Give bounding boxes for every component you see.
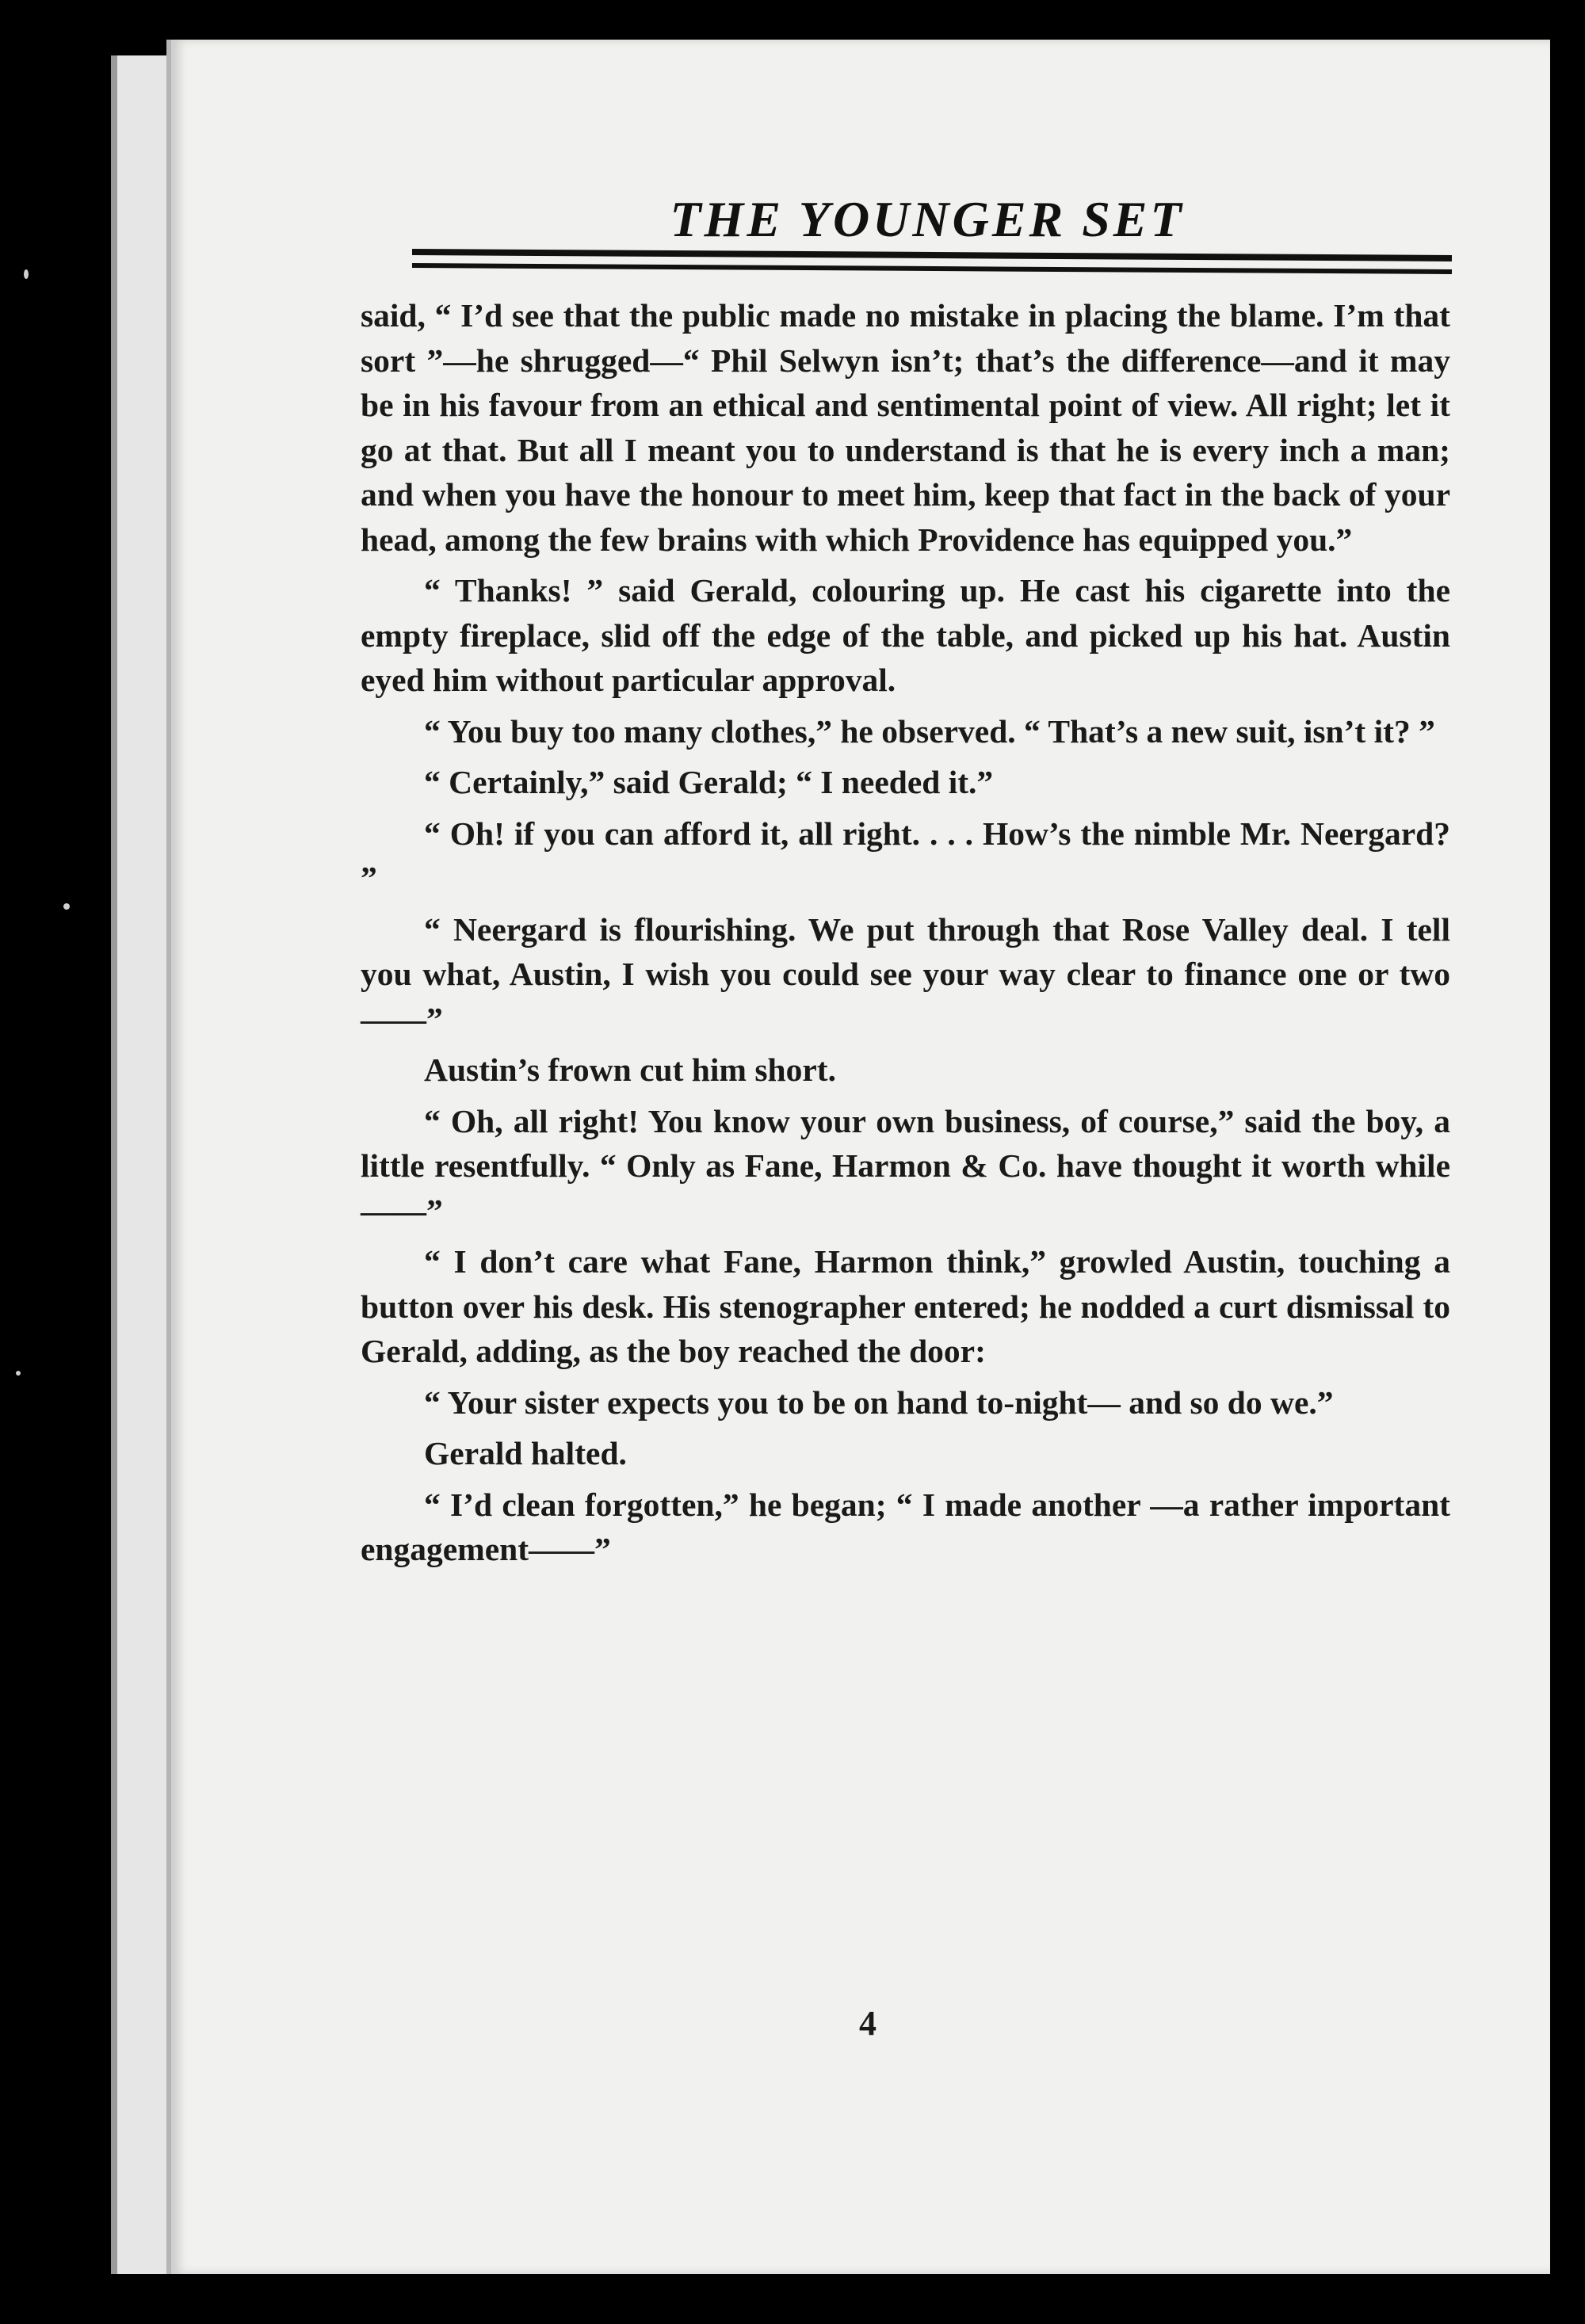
scan-speck: [16, 1371, 21, 1376]
scan-speck: [63, 903, 70, 910]
paragraph: Gerald halted.: [424, 1435, 627, 1471]
paragraph: “ Oh! if you can afford it, all right. . . . How’s the nimble Mr. Neergard? ”: [361, 815, 1450, 896]
scan-speck: [24, 269, 29, 279]
paragraph: “ You buy too many clothes,” he observed. “ That’s a new suit, isn’t it? ”: [424, 712, 1435, 750]
paragraph: “ Thanks! ” said Gerald, colouring up. He cast his cigarette into the empty fireplace, slid off the edge of the table, and picked up his hat. Austin eyed him without particular approval.: [361, 572, 1450, 698]
paragraph: “ I don’t care what Fane, Harmon think,” growled Austin, touching a button over his desk. His stenographer entered; he nodded a curt dismissal to Gerald, adding, as the boy reached the door:: [361, 1243, 1450, 1369]
paragraph: “ Certainly,” said Gerald; “ I needed it.”: [424, 764, 994, 800]
page-number: 4: [859, 2004, 877, 2043]
paragraph: Austin’s frown cut him short.: [424, 1051, 836, 1088]
paragraph: “ I’d clean forgotten,” he began; “ I made another —a rather important engagement——”: [361, 1486, 1450, 1567]
paragraph: “ Oh, all right! You know your own business, of course,” said the boy, a little resentfully. “ Only as Fane, Harmon & Co. have thought it worth while——”: [361, 1102, 1450, 1229]
running-head: THE YOUNGER SET: [670, 191, 1185, 247]
paragraph: “ Your sister expects you to be on hand to-night— and so do we.”: [424, 1383, 1334, 1421]
paragraph: said, “ I’d see that the public made no mistake in placing the blame. I’m that sort ”—he shrugged—“ Phil Selwyn isn’t; that’s the difference—and it may be in his favour from an ethical and sentimental point of view. All right; let it go at that. But all I meant you to understand is that he is every inch a man; and when you have the honour to meet him, keep that fact in the back of your head, among the few brains with which Providence has equipped you.”: [361, 297, 1450, 558]
paragraph: “ Neergard is flourishing. We put through that Rose Valley deal. I tell you what, Austin, I wish you could see your way clear to finance one or two——”: [361, 910, 1450, 1037]
body-text: [361, 293, 1450, 1578]
